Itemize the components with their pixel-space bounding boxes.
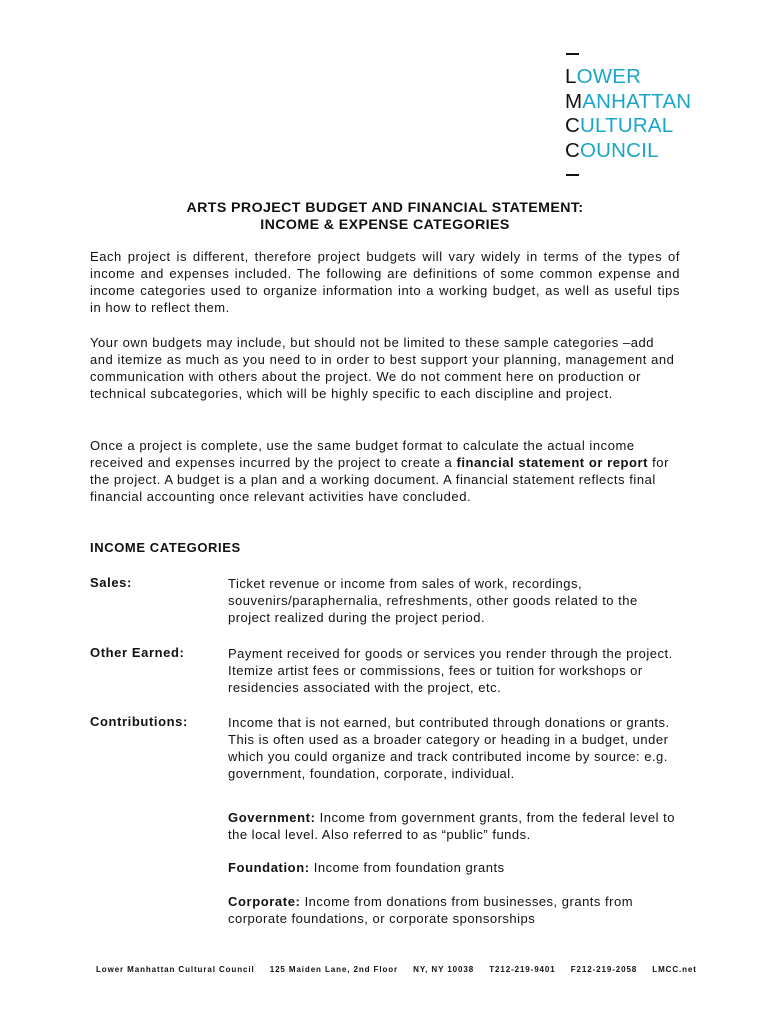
contributions-definition: Income that is not earned, but contributed through donations or grants. This is often used as a broader category or heading in a budget, under which you could organize and track contributed income by source: e.g. government, foundation, corporate, individual.: [228, 715, 670, 781]
logo-line-cultural: CULTURAL: [565, 114, 674, 137]
footer-fax: F212-219-2058: [570, 965, 638, 974]
footer-web[interactable]: LMCC.net: [652, 965, 697, 974]
other-earned-term: Other Earned:: [90, 645, 185, 660]
sales-definition: Ticket revenue or income from sales of work, recordings, souvenirs/paraphernalia, refreshments, other goods related to the project realized during the project period.: [228, 576, 638, 625]
footer-city: NY, NY 10038: [413, 965, 475, 974]
logo-line-lower: LOWER: [565, 65, 642, 88]
sales-term: Sales:: [90, 575, 132, 590]
foundation-term: Foundation:: [228, 860, 310, 875]
other-earned-definition: Payment received for goods or services you render through the project. Itemize artist fees or commissions, fees or tuition for workshops or residencies associated with the project, etc.: [228, 646, 673, 695]
financial-statement-term: financial statement or report: [456, 455, 648, 470]
income-categories-heading: INCOME CATEGORIES: [90, 540, 241, 555]
footer-address: 125 Maiden Lane, 2nd Floor: [269, 965, 399, 974]
document-title-line-2: INCOME & EXPENSE CATEGORIES: [260, 217, 510, 233]
logo-bottom-bar: [566, 174, 579, 176]
contributions-term: Contributions:: [90, 714, 188, 729]
corporate-term: Corporate:: [228, 894, 301, 909]
government-entry: Government: Income from government grants, from the federal level to the local level. Also referred to as “public” funds.: [228, 810, 675, 842]
document-title-line-1: ARTS PROJECT BUDGET AND FINANCIAL STATEMENT:: [186, 200, 584, 216]
lmcc-logo: [565, 53, 691, 176]
paragraph-financial-statement: Once a project is complete, use the same budget format to calculate the actual income received and expenses incurred by the project to create a financial statement or report for the project. A budget is a plan and a working document. A financial statement reflects final financial accounting once relevant activities have concluded.: [90, 438, 669, 504]
logo-line-manhattan: MANHATTAN: [565, 89, 692, 113]
government-term: Government:: [228, 810, 316, 825]
logo-line-council: COUNCIL: [565, 138, 659, 162]
logo-top-bar: [566, 53, 579, 55]
intro-paragraph: Each project is different, therefore project budgets will vary widely in terms of the types of income and expenses included. The following are definitions of some common expense and income categories used to organize information into a working budget, as well as useful tips in how to reflect them.: [90, 249, 680, 315]
corporate-entry: Corporate: Income from donations from businesses, grants from corporate foundations, or corporate sponsorships: [228, 894, 634, 926]
footer-org: Lower Manhattan Cultural Council: [96, 965, 255, 974]
page-footer: [96, 965, 709, 974]
paragraph-categories: Your own budgets may include, but should not be limited to these sample categories –add and itemize as much as you need to in order to best support your planning, management and communication with others about the project. We do not comment here on production or technical subcategories, which will be highly specific to each discipline and project.: [90, 335, 675, 401]
foundation-entry: Foundation: Income from foundation grants: [228, 860, 505, 875]
footer-phone: T212-219-9401: [489, 965, 556, 974]
